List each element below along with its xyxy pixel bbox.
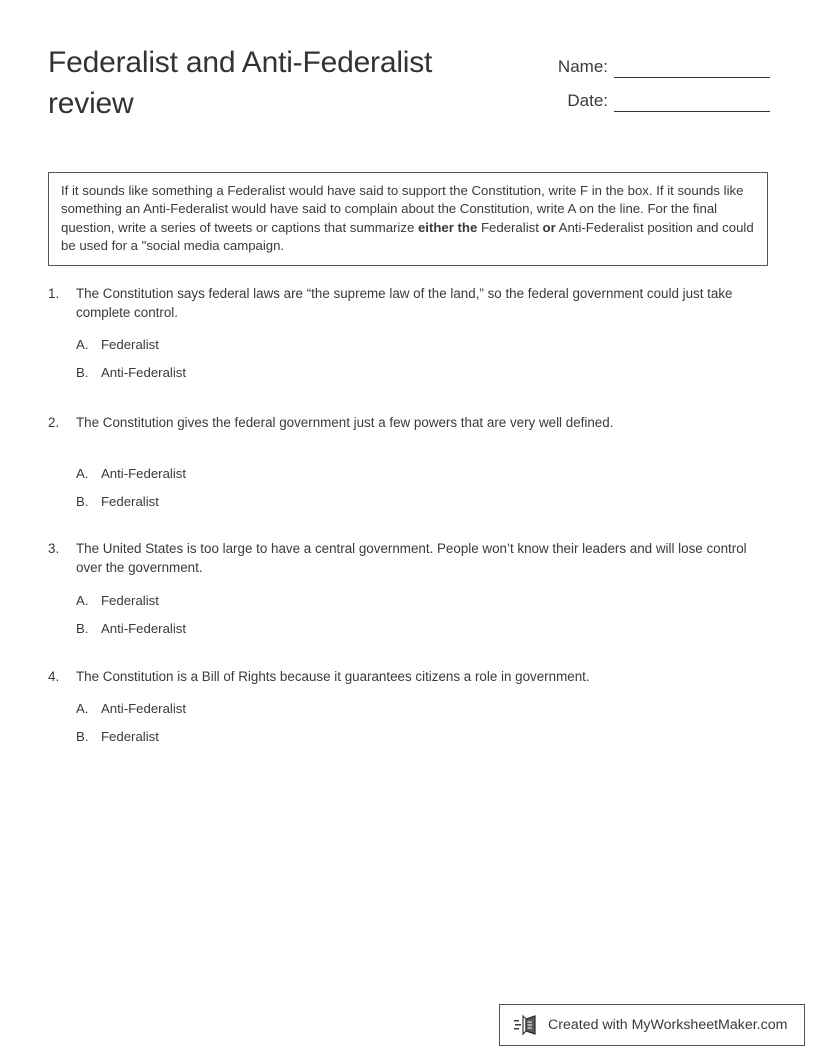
option-label: Federalist	[101, 337, 159, 353]
name-input-line[interactable]	[614, 55, 770, 78]
question-row	[0, 540, 816, 577]
question-row	[0, 414, 816, 451]
question-item	[0, 414, 816, 521]
option-letter: A.	[76, 466, 89, 482]
page-title: Federalist and Anti-Federalist review	[48, 46, 433, 120]
option-list	[0, 592, 816, 648]
question-list	[0, 285, 816, 756]
option-letter: A.	[76, 592, 89, 608]
option-letter: B.	[76, 620, 89, 636]
question-item	[0, 540, 816, 647]
option-label: Federalist	[101, 592, 159, 608]
option-row[interactable]	[0, 728, 816, 756]
option-list	[0, 700, 816, 756]
option-row[interactable]	[0, 336, 816, 364]
footer-attribution-badge[interactable]	[499, 1004, 805, 1046]
option-label: Federalist	[101, 729, 159, 745]
option-letter: B.	[76, 365, 89, 381]
worksheet-maker-logo-icon	[514, 1013, 540, 1037]
question-number: 3.	[48, 541, 60, 557]
option-row[interactable]	[0, 620, 816, 648]
option-letter: B.	[76, 729, 89, 745]
option-row[interactable]	[0, 465, 816, 493]
option-label: Anti-Federalist	[101, 466, 187, 482]
instruction-box	[48, 172, 768, 266]
instruction-part-1: If it sounds like something a Federalist would have said to support the Constitution, write F in the box. If it sounds like something an Anti-Federalist would have said to complain about the Constitution, write A on the line. For the final question, write a series of tweets or captions that summarize	[61, 183, 744, 235]
name-label: Name:	[557, 57, 608, 76]
question-text: The Constitution gives the federal government just a few powers that are very well defined.	[76, 415, 614, 431]
instruction-part-2: Federalist	[477, 219, 543, 235]
option-letter: A.	[76, 701, 89, 717]
question-spacer	[0, 392, 816, 414]
question-number: 1.	[48, 286, 60, 301]
option-row[interactable]	[0, 364, 816, 392]
name-row	[520, 44, 770, 78]
question-spacer	[0, 648, 816, 668]
option-label: Anti-Federalist	[101, 620, 187, 636]
question-number: 2.	[48, 415, 60, 431]
option-row[interactable]	[0, 700, 816, 728]
question-text: The Constitution says federal laws are “the supreme law of the land,” so the federal government could just take complete control.	[76, 286, 733, 320]
question-text: The United States is too large to have a central government. People won’t know their leaders and will lose control over the government.	[76, 541, 747, 575]
question-row	[0, 285, 816, 322]
name-date-fields	[520, 44, 770, 112]
option-row[interactable]	[0, 592, 816, 620]
instruction-bold-2: or	[542, 219, 556, 235]
option-letter: B.	[76, 494, 89, 510]
option-label: Anti-Federalist	[101, 365, 187, 381]
question-text: The Constitution is a Bill of Rights because it guarantees citizens a role in government.	[76, 668, 590, 684]
date-input-line[interactable]	[614, 89, 770, 112]
option-letter: A.	[76, 337, 89, 353]
question-item	[0, 285, 816, 392]
option-list	[0, 465, 816, 521]
instruction-bold-1: either the	[417, 219, 478, 235]
question-spacer	[0, 521, 816, 540]
question-number: 4.	[48, 668, 60, 684]
question-row	[0, 668, 816, 687]
option-list	[0, 336, 816, 392]
worksheet-header	[0, 0, 816, 150]
option-label: Federalist	[101, 494, 159, 510]
date-label: Date:	[567, 91, 608, 110]
instruction-text	[61, 182, 755, 255]
option-label: Anti-Federalist	[101, 701, 187, 717]
question-item	[0, 668, 816, 757]
footer-badge-text: Created with MyWorksheetMaker.com	[548, 1017, 788, 1033]
option-row[interactable]	[0, 493, 816, 521]
instruction-part-3: Anti-Federalist position and could be used for a "social media campaign.	[61, 219, 754, 253]
date-row	[520, 78, 770, 112]
